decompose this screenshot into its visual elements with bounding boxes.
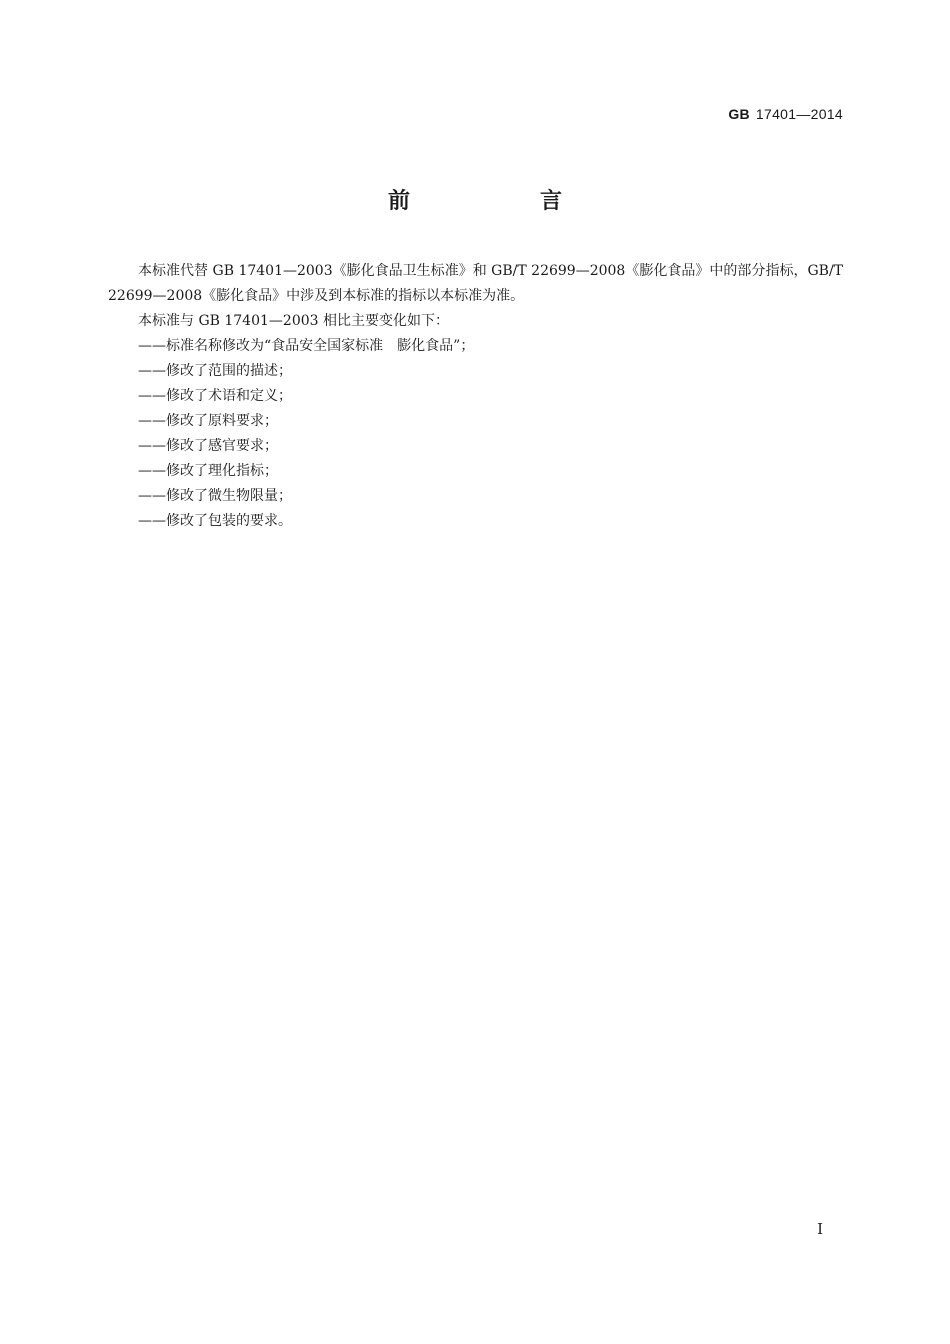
change-item: ——修改了微生物限量；: [138, 488, 292, 504]
paragraph-replacement: 本标准代替 GB 17401—2003《膨化食品卫生标准》和 GB/T 22699—2008《膨化食品》中的部分指标，GB/T 22699—2008《膨化食品》中涉及到本标准的指标以本标准为准。: [108, 263, 843, 304]
standard-code: 17401—2014: [755, 106, 843, 122]
document-body: [108, 259, 843, 534]
page-title: 前 言: [387, 189, 616, 214]
change-item: ——修改了范围的描述；: [138, 363, 292, 379]
paragraph-changes-intro: 本标准与 GB 17401—2003 相比主要变化如下：: [138, 313, 449, 329]
change-item: ——修改了原料要求；: [138, 413, 278, 429]
standard-number: [728, 106, 843, 122]
standard-prefix: GB: [728, 106, 750, 122]
page-number: I: [817, 1220, 823, 1238]
change-item: ——修改了理化指标；: [138, 463, 278, 479]
change-item: ——修改了术语和定义；: [138, 388, 292, 404]
change-item: ——标准名称修改为“食品安全国家标准 膨化食品”；: [138, 338, 475, 354]
change-item: ——修改了包装的要求。: [138, 513, 292, 529]
change-item: ——修改了感官要求；: [138, 438, 278, 454]
